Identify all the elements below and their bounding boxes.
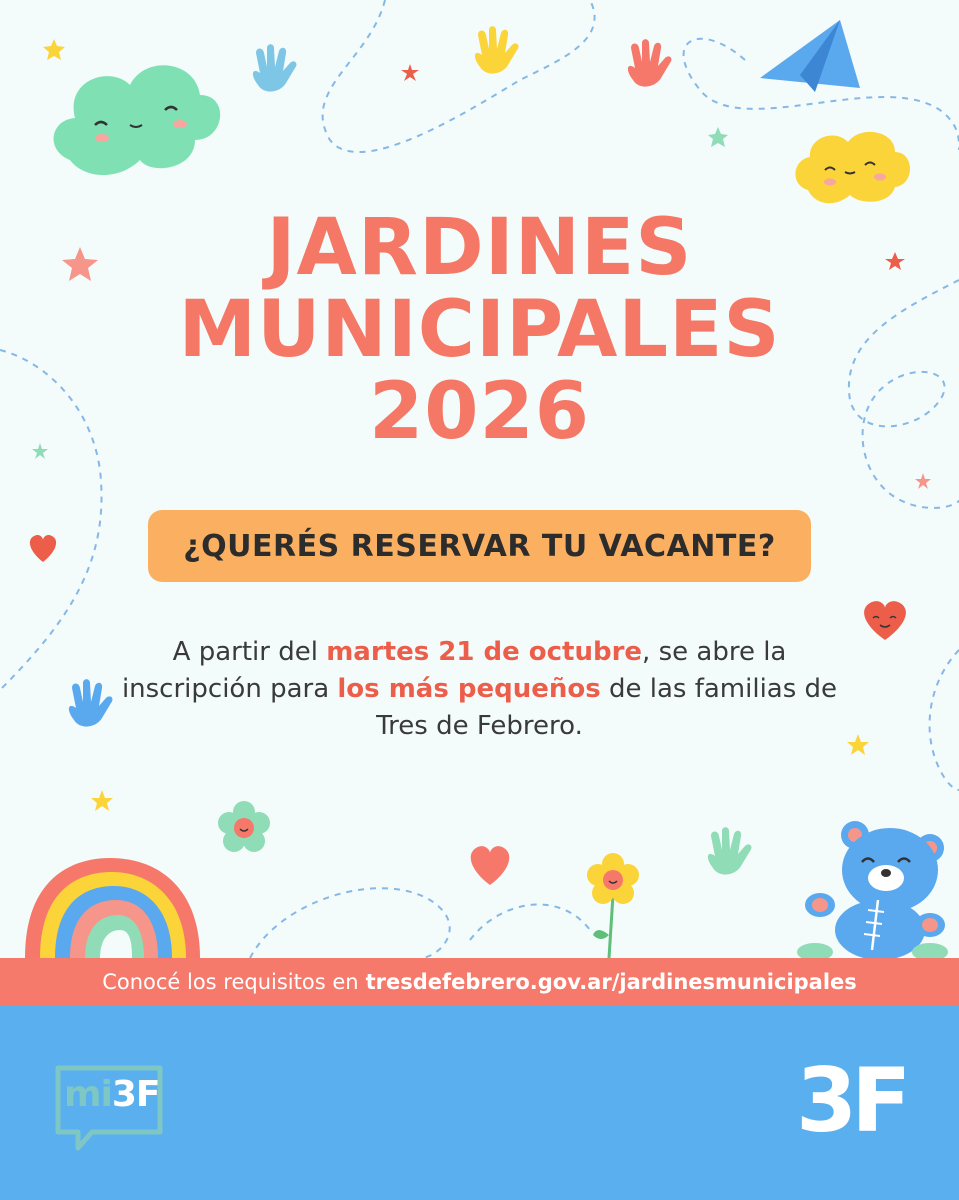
star-icon [43, 39, 65, 60]
title-line-3: 2026 [368, 367, 591, 457]
star-icon [708, 127, 728, 147]
flower-icon [218, 801, 270, 852]
heart-icon [471, 846, 510, 885]
body-text-part1: A partir del [172, 637, 327, 667]
hand-icon [708, 827, 752, 874]
heart-icon [864, 601, 906, 640]
hand-icon [475, 26, 519, 73]
body-text-part2: , se abre la inscripción para [121, 637, 787, 704]
title-line-2: MUNICIPALES [178, 285, 781, 375]
title-line-1: JARDINES [266, 203, 693, 293]
paper-plane-icon [760, 20, 860, 92]
body-highlight-audience: los más pequeños [337, 674, 601, 704]
flower-icon [587, 853, 639, 958]
hand-icon [253, 44, 297, 91]
mi3f-logo [52, 1062, 166, 1154]
star-icon [91, 790, 113, 811]
brand-logo-3f: 3F [796, 1049, 906, 1152]
green-cloud-icon [54, 65, 221, 175]
cta-pill [148, 510, 811, 582]
body-paragraph [100, 634, 859, 745]
requirements-link[interactable]: tresdefebrero.gov.ar/jardinesmunicipales [365, 969, 857, 994]
cta-question: ¿QUERÉS RESERVAR TU VACANTE? [183, 528, 776, 564]
yellow-cloud-icon [795, 132, 910, 203]
requirements-prefix: Conocé los requisitos en [102, 969, 359, 994]
body-text-part3: de las familias de Tres de Febrero. [376, 674, 838, 741]
teddy-bear-icon [797, 821, 948, 961]
mi3f-3f: 3F [111, 1074, 160, 1115]
body-highlight-date: martes 21 de octubre [326, 637, 643, 667]
heart-icon [30, 535, 56, 562]
star-icon [915, 473, 931, 489]
rainbow-icon [25, 858, 200, 958]
star-icon [401, 64, 419, 81]
footer [0, 1005, 959, 1200]
hand-icon [628, 39, 672, 86]
requirements-band [0, 958, 959, 1005]
mi3f-mi: mi [64, 1074, 112, 1115]
mi3f-wordmark [64, 1074, 160, 1115]
